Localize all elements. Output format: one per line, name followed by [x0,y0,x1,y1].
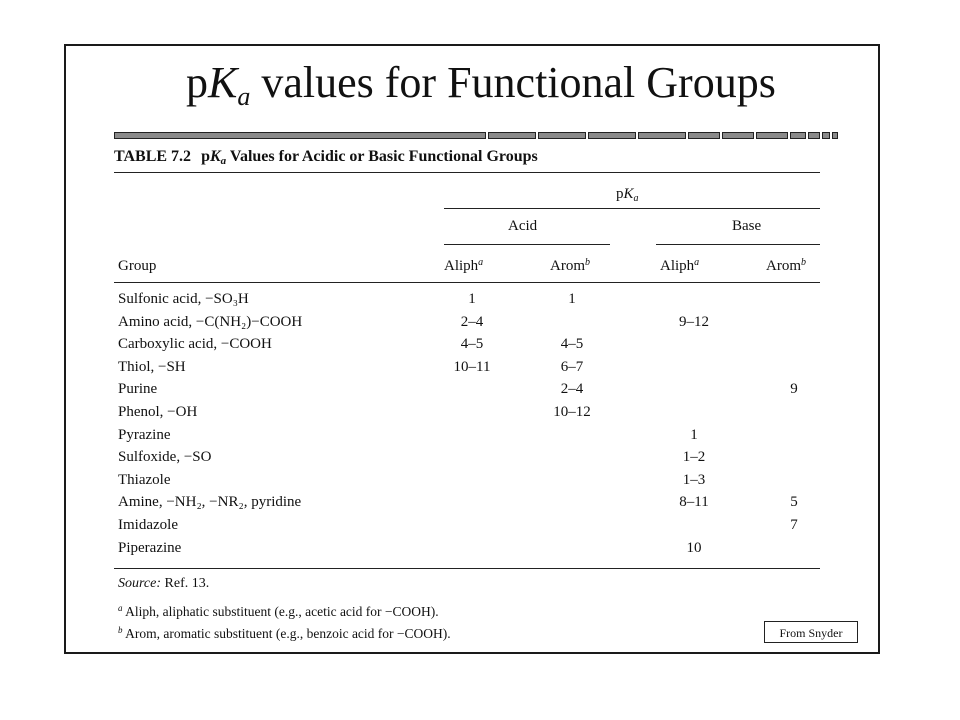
base-arom-value [754,469,834,491]
acid-arom-value: 1 [568,291,576,307]
credit-box: From Snyder [764,621,858,643]
group-name: Purine [118,381,158,397]
acid-aliph-header: Aliph$^a$ [444,257,484,274]
acid-aliph-value: 10–11 [453,359,491,375]
table-caption: TABLE 7.2 $pK_a$ Values for Acidic or Basic Functional Groups [114,148,538,167]
base-header-rule [656,244,820,245]
base-aliph-value [654,401,734,423]
group-name: Thiazole [118,472,171,488]
table-bottom-rule [114,568,820,569]
header-bottom-rule [114,282,820,283]
base-arom-value [754,356,834,378]
acid-aliph-value [432,469,512,491]
acid-arom-value: 10–12 [553,404,591,420]
acid-aliph-value: 2–4 [460,314,484,330]
base-arom-value [754,333,834,355]
table-source: Source: Ref. 13. [118,576,210,591]
footnote-a: $^a$ Aliph, aliphatic substituent (e.g., acetic acid for −COOH). [118,603,439,619]
slide-frame [64,44,880,654]
base-arom-value [754,311,834,333]
acid-arom-value [532,491,612,513]
acid-aliph-value [432,446,512,468]
base-arom-value [754,288,834,310]
base-arom-value: 9 [790,381,798,397]
group-name: Carboxylic acid, −COOH [118,336,272,352]
group-name: Amine, −NH₂, −NR₂, pyridine [118,494,302,510]
base-arom-value [754,401,834,423]
acid-arom-value: 4–5 [560,336,584,352]
acid-aliph-value [432,491,512,513]
base-arom-value [754,424,834,446]
group-name: Sulfoxide, −SO [118,449,212,465]
acid-arom-value [532,424,612,446]
group-name: Imidazole [118,517,178,533]
group-name: Sulfonic acid, −SO₃H [118,291,249,307]
base-aliph-value: 10 [686,540,702,556]
base-header: Base [732,218,762,234]
base-aliph-value [654,288,734,310]
base-aliph-value: 1 [690,427,698,443]
base-aliph-value: 1–2 [682,449,706,465]
group-name: Piperazine [118,540,182,556]
acid-aliph-value [432,514,512,536]
acid-arom-value [532,311,612,333]
slide-title: $pK_a$ values for Functional Groups [186,58,776,111]
base-arom-header: Arom$^b$ [766,257,806,274]
footnote-b: $^b$ Arom, aromatic substituent (e.g., benzoic acid for −COOH). [118,625,451,641]
base-arom-value [754,446,834,468]
base-aliph-value: 1–3 [682,472,706,488]
base-aliph-header: Aliph$^a$ [660,257,700,274]
group-name: Phenol, −OH [118,404,198,420]
acid-aliph-value [432,401,512,423]
acid-aliph-value [432,424,512,446]
acid-arom-value [532,446,612,468]
table-top-rule [114,172,820,173]
acid-arom-value [532,537,612,559]
base-aliph-value [654,514,734,536]
base-arom-value: 7 [790,517,798,533]
group-name: Thiol, −SH [118,359,186,375]
base-aliph-value [654,333,734,355]
acid-arom-value: 2–4 [560,381,584,397]
acid-aliph-value: 1 [468,291,476,307]
pka-super-header: $pK_a$ [616,186,639,204]
base-aliph-value: 8–11 [679,494,709,510]
group-name: Amino acid, −C(NH₂)−COOH [118,314,303,330]
base-aliph-value [654,378,734,400]
base-aliph-value: 9–12 [679,314,709,330]
pka-header-rule [444,208,820,209]
acid-arom-value [532,469,612,491]
base-aliph-value [654,356,734,378]
group-name: Pyrazine [118,427,171,443]
base-arom-value [754,537,834,559]
acid-arom-value [532,514,612,536]
acid-arom-header: Arom$^b$ [550,257,590,274]
group-header: Group [118,258,157,274]
base-arom-value: 5 [790,494,798,510]
acid-header-rule [444,244,610,245]
acid-aliph-value: 4–5 [460,336,484,352]
acid-aliph-value [432,537,512,559]
acid-aliph-value [432,378,512,400]
acid-header: Acid [508,218,538,234]
acid-arom-value: 6–7 [560,359,584,375]
